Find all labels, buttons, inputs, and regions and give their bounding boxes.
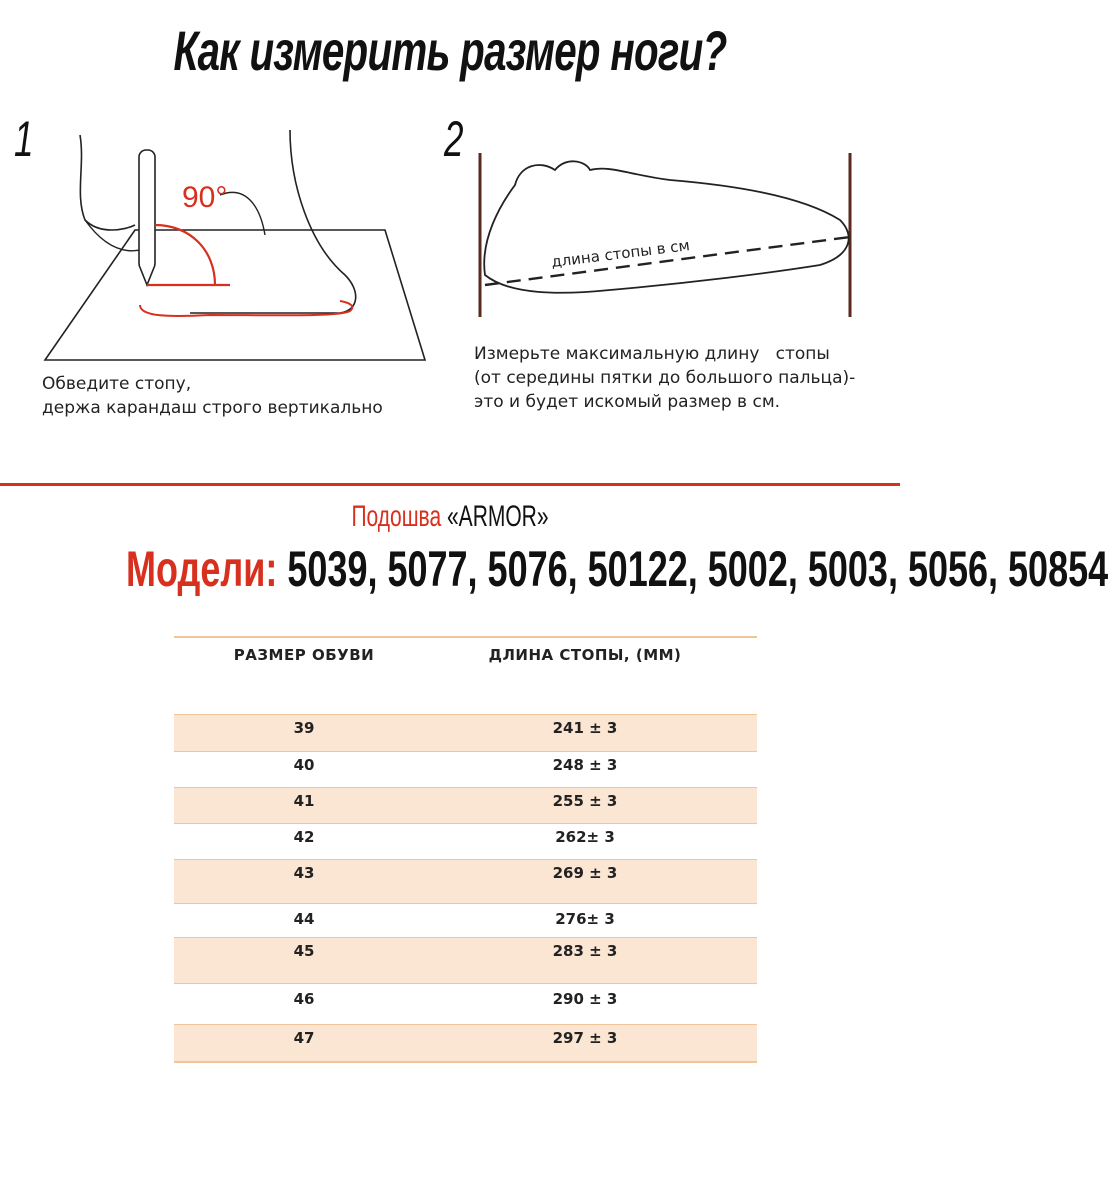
size-cell: 46 xyxy=(293,990,315,1008)
table-row xyxy=(174,937,757,983)
footprint-outline xyxy=(484,161,848,292)
step-1-number: 1 xyxy=(14,111,34,167)
step-1-caption-line-1: Обведите стопу, xyxy=(42,374,192,394)
table-row xyxy=(174,787,757,823)
size-cell: 44 xyxy=(293,910,315,928)
length-cell: 283 ± 3 xyxy=(552,942,618,960)
angle-arc xyxy=(155,225,215,285)
length-cell: 241 ± 3 xyxy=(552,719,618,737)
size-cell: 43 xyxy=(293,864,315,882)
header-shoe-size: РАЗМЕР ОБУВИ xyxy=(233,646,375,664)
table-bottom-rule xyxy=(174,1061,757,1063)
section-divider xyxy=(0,483,900,486)
models-list: 5039, 5077, 5076, 50122, 5002, 5003, 5056, 50854 xyxy=(287,541,1108,597)
table-row xyxy=(174,859,757,903)
step-2-caption xyxy=(474,342,855,414)
table-row xyxy=(174,823,757,859)
length-cell: 269 ± 3 xyxy=(552,864,618,882)
sole-label: Подошва xyxy=(351,500,442,533)
size-cell: 42 xyxy=(293,828,315,846)
models-heading xyxy=(126,540,1108,598)
size-table-header xyxy=(174,636,757,714)
sole-name: «ARMOR» xyxy=(447,500,549,533)
models-label: Модели: xyxy=(126,541,278,597)
table-row xyxy=(174,1024,757,1061)
table-row xyxy=(174,903,757,937)
length-cell: 262± 3 xyxy=(555,828,615,846)
step-2-caption-line-2: (от середины пятки до большого пальца)- xyxy=(474,368,856,388)
step-1-caption xyxy=(42,372,383,420)
step-2-number: 2 xyxy=(444,111,464,167)
paper-sheet xyxy=(45,230,425,360)
size-cell: 39 xyxy=(293,719,315,737)
length-cell: 276± 3 xyxy=(555,910,615,928)
step-2-caption-line-1: Измерьте максимальную длину стопы xyxy=(474,344,830,364)
foot-tracing-illustration xyxy=(40,125,440,365)
sole-heading xyxy=(135,500,765,534)
header-foot-length: ДЛИНА СТОПЫ, (ММ) xyxy=(488,646,682,664)
size-cell: 45 xyxy=(293,942,315,960)
size-cell: 47 xyxy=(293,1029,315,1047)
step-1-caption-line-2: держа карандаш строго вертикально xyxy=(42,398,383,418)
angle-label: 90° xyxy=(182,181,228,214)
length-cell: 255 ± 3 xyxy=(552,792,618,810)
length-cell: 290 ± 3 xyxy=(552,990,618,1008)
pencil-icon xyxy=(139,150,155,270)
foot-length-illustration xyxy=(470,145,870,325)
toes-outline xyxy=(80,135,135,230)
table-row xyxy=(174,983,757,1024)
length-cell: 248 ± 3 xyxy=(552,756,618,774)
step-2-caption-line-3: это и будет искомый размер в см. xyxy=(474,392,781,412)
length-cell: 297 ± 3 xyxy=(552,1029,618,1047)
length-label: длина стопы в см xyxy=(550,236,691,271)
page-title: Как измерить размер ноги? xyxy=(173,19,727,82)
table-row xyxy=(174,751,757,787)
size-cell: 40 xyxy=(293,756,315,774)
table-row xyxy=(174,714,757,751)
size-cell: 41 xyxy=(293,792,315,810)
size-table xyxy=(174,636,757,1063)
